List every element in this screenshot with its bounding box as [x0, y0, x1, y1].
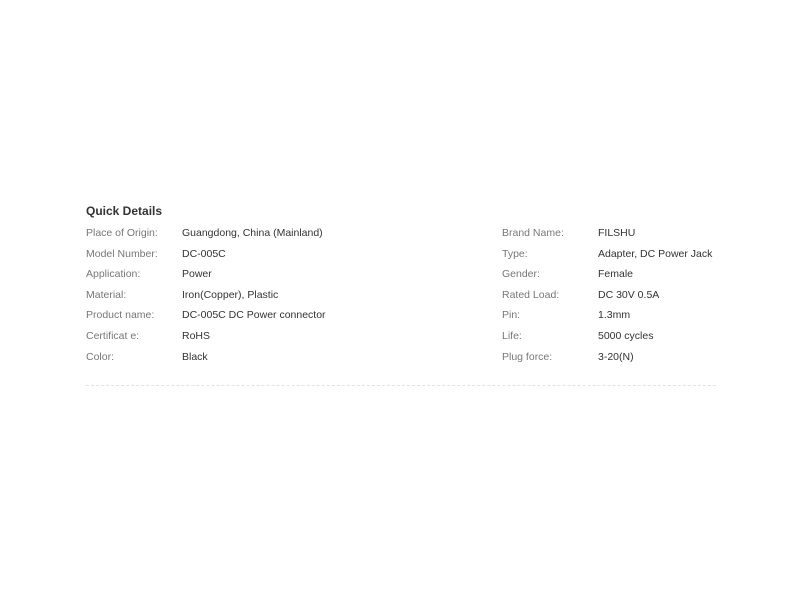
detail-value: DC-005C DC Power connector: [182, 309, 326, 322]
detail-value: DC 30V 0.5A: [598, 288, 660, 301]
detail-row-place-of-origin: [86, 226, 346, 247]
detail-value: Female: [598, 268, 634, 281]
section-title: Quick Details: [86, 204, 163, 218]
details-table: [86, 226, 716, 386]
detail-row-life: [502, 329, 714, 350]
detail-label: Plug force:: [502, 350, 553, 363]
detail-row-product-name: [86, 308, 346, 329]
detail-label: Rated Load:: [502, 288, 560, 301]
detail-row-type: [502, 247, 714, 268]
detail-label: Type:: [502, 247, 528, 260]
details-column-left: [86, 226, 346, 370]
detail-value: FILSHU: [598, 227, 636, 239]
detail-value: Black: [182, 350, 208, 363]
detail-value: DC-005C: [182, 247, 226, 260]
detail-label: Gender:: [502, 268, 540, 281]
detail-value: 1.3mm: [598, 309, 631, 322]
detail-row-color: [86, 350, 346, 371]
detail-label: Place of Origin:: [86, 227, 158, 239]
detail-value: Guangdong, China (Mainland): [182, 227, 323, 239]
quick-details-section: [86, 203, 716, 386]
detail-label: Certificat e:: [86, 329, 140, 342]
details-column-right: [502, 226, 714, 370]
detail-label: Color:: [86, 350, 115, 363]
detail-row-certificate: [86, 329, 346, 350]
detail-label: Product name:: [86, 309, 155, 322]
detail-label: Brand Name:: [502, 227, 564, 239]
detail-label: Life:: [502, 329, 522, 342]
detail-value: Adapter, DC Power Jack: [598, 247, 713, 260]
detail-row-rated-load: [502, 288, 714, 309]
detail-row-brand-name: [502, 226, 714, 247]
detail-label: Material:: [86, 288, 127, 301]
detail-value: 5000 cycles: [598, 329, 654, 342]
detail-value: RoHS: [182, 329, 211, 342]
detail-row-material: [86, 288, 346, 309]
detail-row-plug-force: [502, 350, 714, 371]
detail-row-application: [86, 267, 346, 288]
detail-row-model-number: [86, 247, 346, 268]
detail-label: Model Number:: [86, 247, 158, 260]
detail-row-pin: [502, 308, 714, 329]
detail-value: Iron(Copper), Plastic: [182, 288, 279, 301]
detail-value: 3-20(N): [598, 350, 634, 363]
detail-row-gender: [502, 267, 714, 288]
detail-value: Power: [182, 268, 212, 281]
detail-label: Application:: [86, 268, 141, 281]
detail-label: Pin:: [502, 309, 521, 322]
